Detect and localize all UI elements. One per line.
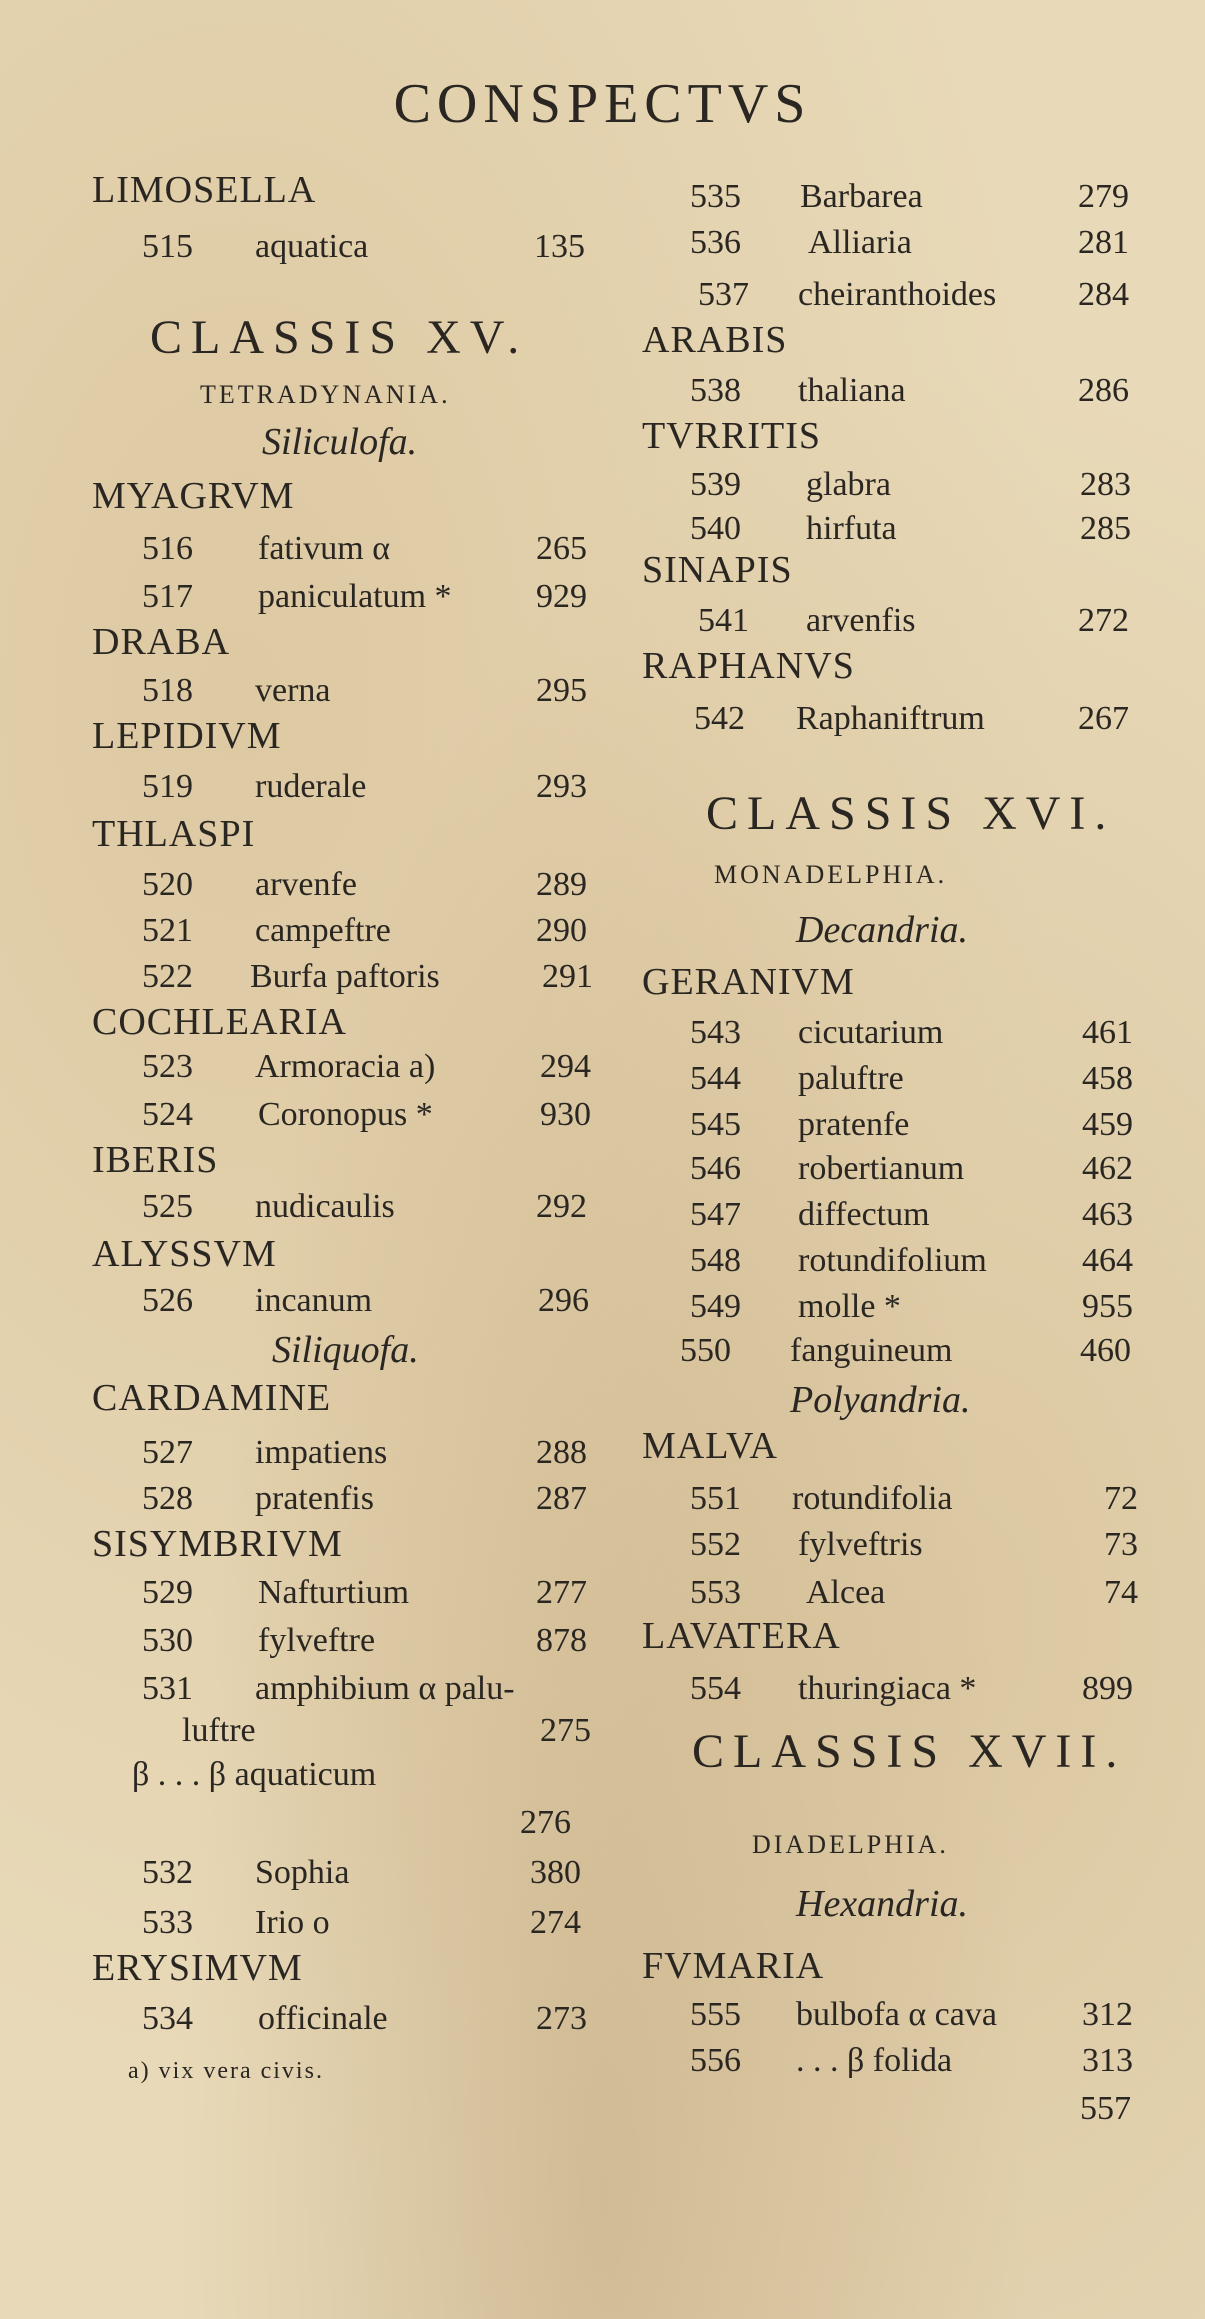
entry-page: 275 [540, 1712, 591, 1749]
entry-page: 281 [1078, 224, 1129, 261]
entry-name: Burfa paftoris [250, 958, 440, 995]
genus-heading: ALYSSVM [92, 1233, 277, 1275]
variety-line: β . . . β aquaticum [132, 1756, 377, 1793]
entry-page: 289 [536, 866, 587, 903]
entry-name: nudicaulis [255, 1188, 395, 1225]
genus-heading: DRABA [92, 621, 231, 663]
entry-number: 534 [142, 2000, 193, 2037]
entry-name: pratenfe [798, 1106, 910, 1143]
entry-page: 296 [538, 1282, 589, 1319]
genus-heading: LEPIDIVM [92, 715, 282, 757]
entry-number: 539 [690, 466, 741, 503]
entry-number: 528 [142, 1480, 193, 1517]
catchword: 557 [1080, 2090, 1131, 2127]
entry-name: fylveftris [798, 1526, 923, 1563]
entry-page: 290 [536, 912, 587, 949]
genus-heading: TVRRITIS [642, 415, 821, 457]
entry-name: arvenfis [806, 602, 916, 639]
entry-name: paniculatum * [258, 578, 452, 615]
entry-name: rotundifolium [798, 1242, 987, 1279]
entry-page: 292 [536, 1188, 587, 1225]
entry-number: 536 [690, 224, 741, 261]
genus-heading: FVMARIA [642, 1945, 825, 1987]
entry-page: 285 [1080, 510, 1131, 547]
entry-page: 293 [536, 768, 587, 805]
genus-heading: LAVATERA [642, 1615, 841, 1657]
entry-page: 899 [1082, 1670, 1133, 1707]
entry-page: 380 [530, 1854, 581, 1891]
entry-page: 274 [530, 1904, 581, 1941]
entry-name: cicutarium [798, 1014, 944, 1051]
genus-heading: IBERIS [92, 1139, 219, 1181]
entry-name: impatiens [255, 1434, 388, 1471]
footnote: a) vix vera civis. [128, 2058, 324, 2084]
entry-name: Armoracia a) [255, 1048, 436, 1085]
classis-heading: CLASSIS XV. [150, 311, 529, 364]
entry-number: 524 [142, 1096, 193, 1133]
entry-name: Irio ο [255, 1904, 330, 1941]
entry-name: amphibium α palu- [255, 1670, 515, 1707]
entry-number: 554 [690, 1670, 741, 1707]
entry-number: 523 [142, 1048, 193, 1085]
suborder-heading: Decandria. [796, 909, 969, 951]
genus-heading: SISYMBRIVM [92, 1523, 343, 1565]
entry-name: glabra [806, 466, 891, 503]
entry-name: Raphaniftrum [796, 700, 985, 737]
entry-number: 542 [694, 700, 745, 737]
entry-name: verna [255, 672, 331, 709]
entry-page: 276 [520, 1804, 571, 1841]
entry-number: 522 [142, 958, 193, 995]
suborder-heading: Hexandria. [796, 1883, 969, 1925]
genus-heading: CARDAMINE [92, 1377, 332, 1419]
order-heading: TETRADYNANIA. [200, 380, 451, 409]
entry-name: . . . β folida [796, 2042, 953, 2079]
entry-page: 291 [542, 958, 593, 995]
suborder-heading: Siliquofa. [272, 1329, 419, 1371]
entry-page: 295 [536, 672, 587, 709]
entry-number: 551 [690, 1480, 741, 1517]
entry-name: Barbarea [800, 178, 923, 215]
entry-number: 535 [690, 178, 741, 215]
entry-name-continued: luftre [182, 1712, 256, 1749]
entry-number: 550 [680, 1332, 731, 1369]
entry-number: 546 [690, 1150, 741, 1187]
entry-page: 286 [1078, 372, 1129, 409]
entry-page: 930 [540, 1096, 591, 1133]
entry-page: 267 [1078, 700, 1129, 737]
entry-name: cheiranthoides [798, 276, 997, 313]
entry-number: 525 [142, 1188, 193, 1225]
entry-name: molle * [798, 1288, 901, 1325]
entry-name: Nafturtium [258, 1574, 410, 1611]
genus-heading: MALVA [642, 1425, 778, 1467]
entry-name: fativum α [258, 530, 391, 567]
genus-heading: LIMOSELLA [92, 169, 317, 211]
entry-page: 294 [540, 1048, 591, 1085]
entry-page: 461 [1082, 1014, 1133, 1051]
genus-heading: RAPHANVS [642, 645, 855, 687]
entry-number: 547 [690, 1196, 741, 1233]
entry-number: 517 [142, 578, 193, 615]
entry-page: 265 [536, 530, 587, 567]
genus-heading: ARABIS [642, 319, 788, 361]
entry-name: campeftre [255, 912, 391, 949]
entry-number: 543 [690, 1014, 741, 1051]
entry-number: 538 [690, 372, 741, 409]
entry-page: 273 [536, 2000, 587, 2037]
entry-name: paluftre [798, 1060, 904, 1097]
entry-page: 135 [534, 228, 585, 265]
entry-number: 556 [690, 2042, 741, 2079]
entry-page: 74 [1104, 1574, 1138, 1611]
entry-name: thuringiaca * [798, 1670, 977, 1707]
entry-number: 516 [142, 530, 193, 567]
entry-number: 519 [142, 768, 193, 805]
entry-number: 531 [142, 1670, 193, 1707]
entry-name: aquatica [255, 228, 369, 265]
entry-number: 552 [690, 1526, 741, 1563]
entry-page: 464 [1082, 1242, 1133, 1279]
entry-name: Sophia [255, 1854, 350, 1891]
entry-page: 288 [536, 1434, 587, 1471]
order-heading: MONADELPHIA. [714, 860, 948, 889]
entry-name: Coronopus * [258, 1096, 433, 1133]
entry-number: 545 [690, 1106, 741, 1143]
entry-page: 287 [536, 1480, 587, 1517]
entry-number: 537 [698, 276, 749, 313]
entry-page: 878 [536, 1622, 587, 1659]
entry-number: 544 [690, 1060, 741, 1097]
entry-number: 548 [690, 1242, 741, 1279]
entry-name: officinale [258, 2000, 388, 2037]
entry-name: Alcea [806, 1574, 886, 1611]
classis-heading: CLASSIS XVI. [706, 787, 1116, 840]
suborder-heading: Polyandria. [790, 1379, 971, 1421]
entry-page: 462 [1082, 1150, 1133, 1187]
genus-heading: THLASPI [92, 813, 256, 855]
suborder-heading: Siliculofa. [262, 421, 418, 463]
entry-name: arvenfe [255, 866, 357, 903]
entry-number: 515 [142, 228, 193, 265]
entry-page: 459 [1082, 1106, 1133, 1143]
entry-name: incanum [255, 1282, 373, 1319]
entry-number: 533 [142, 1904, 193, 1941]
genus-heading: MYAGRVM [92, 475, 295, 517]
page-title: CONSPECTVS [393, 73, 812, 135]
entry-number: 518 [142, 672, 193, 709]
entry-page: 283 [1080, 466, 1131, 503]
entry-page: 277 [536, 1574, 587, 1611]
entry-page: 463 [1082, 1196, 1133, 1233]
entry-name: fylveftre [258, 1622, 376, 1659]
entry-name: pratenfis [255, 1480, 374, 1517]
genus-heading: SINAPIS [642, 549, 793, 591]
order-heading: DIADELPHIA. [752, 1830, 949, 1859]
entry-page: 313 [1082, 2042, 1133, 2079]
entry-name: hirfuta [806, 510, 897, 547]
genus-heading: ERYSIMVM [92, 1947, 303, 1989]
entry-page: 312 [1082, 1996, 1133, 2033]
entry-name: bulbofa α cava [796, 1996, 997, 2033]
entry-number: 541 [698, 602, 749, 639]
entry-page: 72 [1104, 1480, 1138, 1517]
entry-name: Alliaria [808, 224, 912, 261]
entry-number: 529 [142, 1574, 193, 1611]
entry-number: 526 [142, 1282, 193, 1319]
entry-page: 73 [1104, 1526, 1138, 1563]
entry-number: 530 [142, 1622, 193, 1659]
entry-page: 460 [1080, 1332, 1131, 1369]
entry-name: ruderale [255, 768, 367, 805]
entry-number: 549 [690, 1288, 741, 1325]
entry-name: thaliana [798, 372, 906, 409]
entry-page: 272 [1078, 602, 1129, 639]
entry-page: 279 [1078, 178, 1129, 215]
genus-heading: COCHLEARIA [92, 1001, 347, 1043]
entry-page: 955 [1082, 1288, 1133, 1325]
entry-number: 540 [690, 510, 741, 547]
entry-name: diffectum [798, 1196, 930, 1233]
entry-number: 527 [142, 1434, 193, 1471]
entry-page: 929 [536, 578, 587, 615]
entry-name: robertianum [798, 1150, 965, 1187]
entry-number: 555 [690, 1996, 741, 2033]
entry-number: 532 [142, 1854, 193, 1891]
genus-heading: GERANIVM [642, 961, 855, 1003]
entry-page: 284 [1078, 276, 1129, 313]
entry-name: rotundifolia [792, 1480, 953, 1517]
classis-heading: CLASSIS XVII. [692, 1725, 1127, 1778]
entry-number: 553 [690, 1574, 741, 1611]
entry-page: 458 [1082, 1060, 1133, 1097]
entry-number: 520 [142, 866, 193, 903]
entry-name: fanguineum [790, 1332, 953, 1369]
entry-number: 521 [142, 912, 193, 949]
